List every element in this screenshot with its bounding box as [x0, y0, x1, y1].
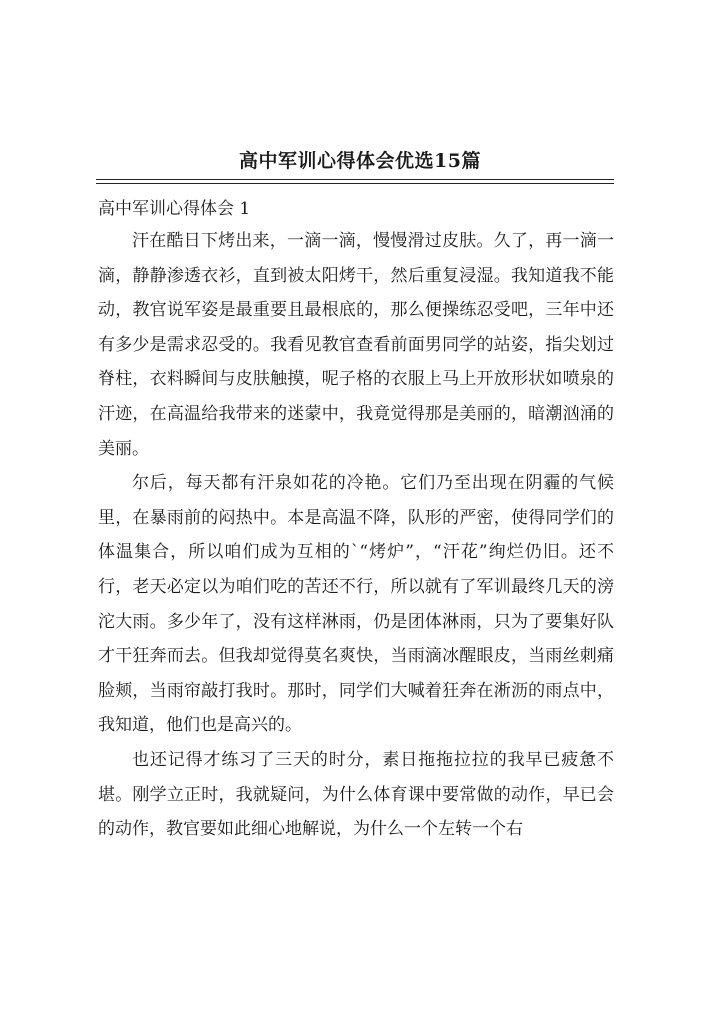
paragraph-2: 尔后，每天都有汗泉如花的冷艳。它们乃至出现在阴霾的气候里，在暴雨前的闷热中。本是高温不降，队形的严密，使得同学们的体温集合，所以咱们成为互相的`“烤炉”，“汗花”绚烂仍旧。还不行，老天必定以为咱们吃的苦还不行，所以就有了军训最终几天的滂沱大雨。多少年了，没有这样淋雨，仍是团体淋雨，只为了要集好队才干狂奔而去。但我却觉得莫名爽快，当雨滴冰醒眼皮，当雨丝刺痛脸颊，当雨帘敲打我时。那时，同学们大喊着狂奔在淅沥的雨点中，我知道，他们也是高兴的。: [98, 473, 614, 736]
paragraph-3: 也还记得才练习了三天的时分，素日拖拖拉拉的我早已疲惫不堪。刚学立正时，我就疑问，为什么体育课中要常做的动作，早已会的动作，教官要如此细心地解说，为什么一个左转一个右: [98, 749, 614, 840]
title-underline-top: [96, 179, 614, 180]
title-underline-bottom: [96, 183, 614, 184]
section-heading: 高中军训心得体会 1: [98, 199, 251, 219]
paragraph-1: 汗在酷日下烤出来，一滴一滴，慢慢滑过皮肤。久了，再一滴一滴，静静渗透衣衫，直到被太阳烤干，然后重复浸湿。我知道我不能动，教官说军姿是最重要且最根底的，那么便操练忍受吧，三年中还有多少是需求忍受的。我看见教官查看前面男同学的站姿，指尖划过脊柱，衣料瞬间与皮肤触摸，呢子格的衣服上马上开放形状如喷泉的汗迹，在高温给我带来的迷蒙中，我竟觉得那是美丽的，暗潮汹涌的美丽。: [98, 231, 614, 459]
body-text: [98, 224, 614, 847]
document-title: 高中军训心得体会优选15篇: [239, 150, 481, 172]
